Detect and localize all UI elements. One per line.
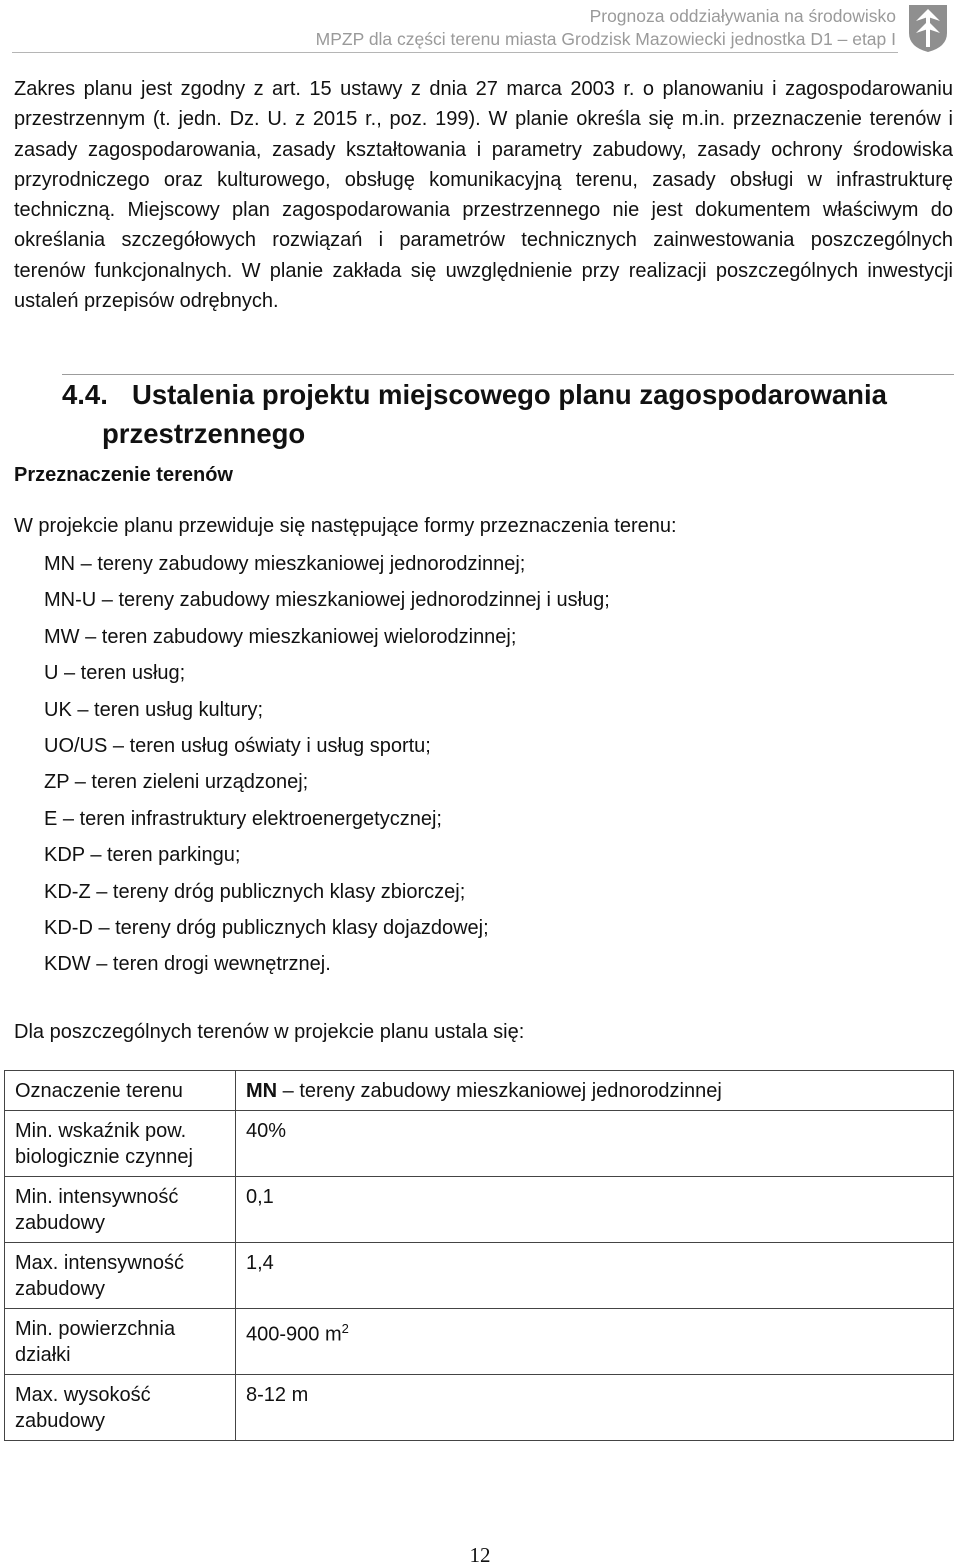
purpose-list [44,549,610,986]
purpose-item: KDP – teren parkingu; [44,844,241,867]
subheading: Przeznaczenie terenów [14,464,233,486]
purpose-item: KDW – teren drogi wewnętrznej. [44,953,331,976]
row-label-line2: biologicznie czynnej [15,1146,193,1168]
row-label-line2: działki [15,1344,71,1366]
table-intro: Dla poszczególnych terenów w projekcie planu ustala się: [14,1021,525,1043]
row-label [5,1243,236,1309]
grodzisk-crest-icon [907,3,949,53]
row-label [5,1177,236,1243]
table-row [5,1177,954,1243]
table-row [5,1309,954,1375]
table-row [5,1375,954,1441]
page-number: 12 [469,1543,491,1567]
purposes-intro: W projekcie planu przewiduje się następujące formy przeznaczenia terenu: [14,515,677,537]
purpose-item: MW – teren zabudowy mieszkaniowej wielorodzinnej; [44,625,517,648]
table-header-label: Oznaczenie terenu [5,1071,236,1111]
zone-code: MN [246,1080,278,1102]
purpose-item: UK – teren usług kultury; [44,698,263,721]
purpose-item: E – teren infrastruktury elektroenergetycznej; [44,807,442,830]
zone-description: – tereny zabudowy mieszkaniowej jednorodzinnej [277,1080,722,1102]
row-label-line1: Min. powierzchnia [15,1318,176,1340]
parameters-table [4,1070,954,1441]
section-number: 4.4. [62,379,108,410]
page-header [0,0,960,60]
table-row [5,1111,954,1177]
row-label-line1: Min. intensywność [15,1186,179,1208]
table-header-row [5,1071,954,1111]
purpose-item: ZP – teren zieleni urządzonej; [44,771,309,794]
row-label-line2: zabudowy [15,1212,106,1234]
section-title-line2: przestrzennego [102,418,306,449]
row-label-line2: zabudowy [15,1410,106,1432]
header-rule [12,52,898,53]
purpose-item: KD-D – tereny dróg publicznych klasy dojazdowej; [44,916,489,939]
row-label-line1: Max. intensywność [15,1252,184,1274]
purpose-item: MN – tereny zabudowy mieszkaniowej jednorodzinnej; [44,553,526,575]
row-value-text: 400-900 m [246,1323,342,1346]
row-label-line1: Max. wysokość [15,1384,151,1406]
row-value: 1,4 [236,1243,954,1309]
row-value: 40% [236,1111,954,1177]
purpose-item: U – teren usług; [44,662,186,685]
row-value-superscript: 2 [341,1321,349,1336]
section-title-line1: Ustalenia projektu miejscowego planu zagospodarowania [132,379,887,410]
header-title-line2: MPZP dla części terenu miasta Grodzisk Mazowiecki jednostka D1 – etap I [315,29,896,49]
purpose-item: UO/US – teren usług oświaty i usług sportu; [44,734,431,757]
row-value: 0,1 [236,1177,954,1243]
row-label [5,1375,236,1441]
intro-paragraph: Zakres planu jest zgodny z art. 15 ustawy z dnia 27 marca 2003 r. o planowaniu i zagospodarowaniu przestrzennym (t. jedn. Dz. U. z 2015 r., poz. 199). W planie określa się m.in. przeznaczenie terenów i zasady zagospodarowania, zasady kształtowania i parametry zabudowy, zasady ochrony środowiska przyrodniczego oraz kulturowego, obsługę komunikacyjną terenu, zasady obsługi w infrastrukturę techniczną. Miejscowy plan zagospodarowania przestrzennego nie jest dokumentem właściwym do określania szczegółowych rozwiązań i parametrów technicznych zainwestowania poszczególnych terenów funkcjonalnych. W planie zakłada się uwzględnienie przy realizacji poszczególnych inwestycji ustaleń przepisów odrębnych. [14,78,953,313]
row-value: 8-12 m [236,1375,954,1441]
row-label [5,1309,236,1375]
row-label [5,1111,236,1177]
row-label-line2: zabudowy [15,1278,106,1300]
header-title-line1: Prognoza oddziaływania na środowisko [589,6,896,26]
row-value [236,1309,954,1375]
row-label-line1: Min. wskaźnik pow. [15,1120,187,1142]
purpose-item: KD-Z – tereny dróg publicznych klasy zbiorczej; [44,880,466,903]
table-header-value [236,1071,954,1111]
section-heading [62,375,942,453]
table-row [5,1243,954,1309]
purpose-item: MN-U – tereny zabudowy mieszkaniowej jednorodzinnej i usług; [44,589,610,612]
